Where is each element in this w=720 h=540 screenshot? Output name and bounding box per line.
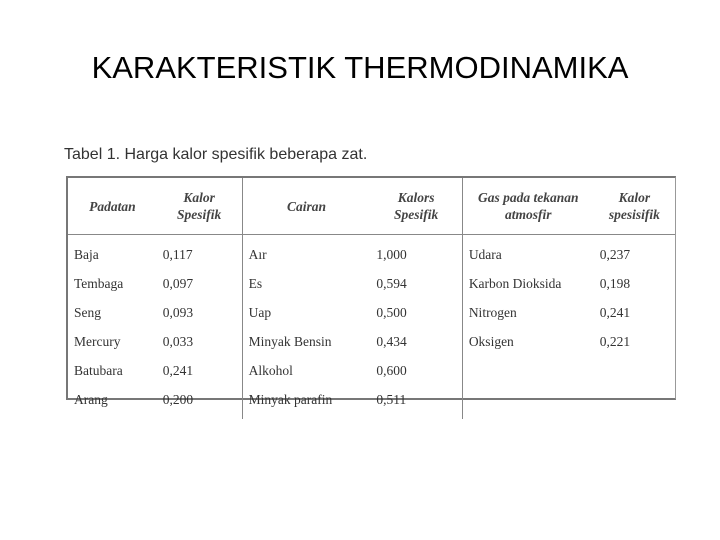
table-row [68,326,675,355]
cell-gas-value [594,355,675,384]
cell-padatan: Batubara [74,362,123,378]
cell-gas: Nitrogen [468,304,517,320]
cell-cairan: Es [248,275,263,291]
cell-padatan-value: 0,033 [157,326,242,355]
table-caption: Tabel 1. Harga kalor spesifik beberapa zat. [64,146,368,163]
cell-padatan: Baja [74,246,99,262]
cell-gas-value: 0,241 [599,304,631,320]
header-gas: Gas pada tekanan atmosfir [462,178,593,235]
cell-cairan-value: 1,000 [370,235,462,269]
cell-padatan: Tembaga [74,275,124,291]
slide-title: KARAKTERISTIK THERMODINAMIKA [91,50,629,85]
cell-gas-value: 0,237 [599,246,631,262]
table-row [68,355,675,384]
cell-cairan: Uap [248,304,272,320]
table-row [68,235,675,269]
header-padatan: Padatan [68,178,157,235]
cell-cairan-value: 0,500 [370,297,462,326]
header-kalor-spesifik: Kalor Spesifik [157,178,242,235]
cell-padatan: Arang [74,391,108,407]
header-cairan: Cairan [242,178,370,235]
data-table [68,178,675,419]
cell-cairan: Minyak Bensin [248,333,332,349]
header-kalor-spesisifik: Kalor spesisifik [594,178,675,235]
cell-cairan: Minyak parafin [248,391,333,407]
cell-padatan: Seng [74,304,101,320]
cell-gas-value: 0,198 [599,275,631,291]
table-row [68,297,675,326]
cell-gas: Udara [468,246,502,262]
header-kalors-spesifik: Kalors Spesifik [370,178,462,235]
cell-padatan-value: 0,093 [157,297,242,326]
table-row [68,384,675,419]
cell-gas: Karbon Dioksida [468,275,562,291]
cell-cairan-value: 0,594 [370,268,462,297]
cell-gas-value [594,384,675,419]
cell-cairan: Aır [248,246,267,262]
cell-gas [462,355,593,384]
cell-cairan-value: 0,434 [370,326,462,355]
cell-cairan-value: 0,600 [370,355,462,384]
cell-padatan-value: 0,097 [157,268,242,297]
cell-padatan-value: 0,200 [157,384,242,419]
cell-padatan-value: 0,241 [157,355,242,384]
cell-cairan-value: 0,511 [370,384,462,419]
table-row [68,268,675,297]
cell-padatan: Mercury [74,333,121,349]
cell-padatan-value: 0,117 [157,235,242,269]
cell-gas-value: 0,221 [599,333,631,349]
cell-gas: Oksigen [468,333,514,349]
cell-gas [462,384,593,419]
specific-heat-table [66,176,676,407]
cell-cairan: Alkohol [248,362,293,378]
table-header-row [68,178,675,235]
